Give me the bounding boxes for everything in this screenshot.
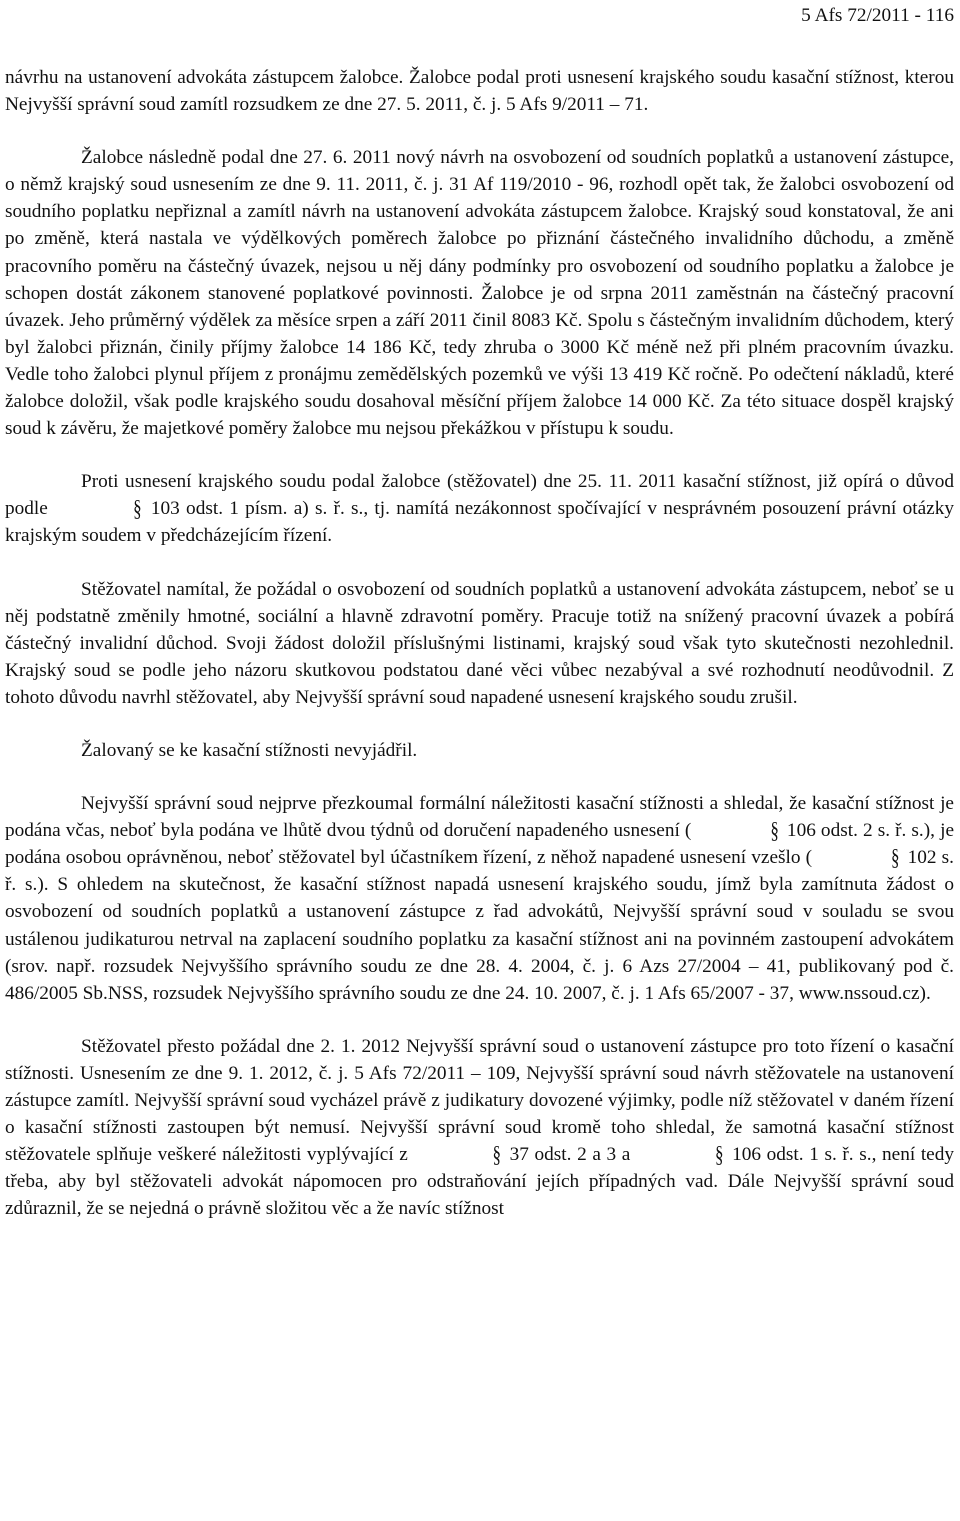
text-segment: 106 odst. 1 s. ř. s., není tedy třeba, aby byl stěžovateli advokát nápomocen pro odstraňování jejích případných vad. Dále Nejvyšší správní soud zdůraznil, že se nejedná o právně složitou věc a že navíc stížnost <box>5 1144 955 1220</box>
text-segment: Proti usnesení krajského soudu podal žalobce (stěžovatel) dne 25. 11. 2011 kasační stížnost, již opírá o důvod podle <box>5 471 954 520</box>
paragraph-new-application: Žalobce následně podal dne 27. 6. 2011 nový návrh na osvobození od soudních poplatků a ustanovení zástupce, o němž krajský soud usnesením ze dne 9. 11. 2011, č. j. 31 Af 119/2010 - 96, rozhodl opět tak, že žalobci osvobození od soudního poplatku nepřiznal a zamítl návrh na ustanovení advokáta zástupcem žalobce. Krajský soud konstatoval, že ani po změně, která nastala ve výdělkových poměrech žalobce po přiznání částečného invalidního důchodu, a změně pracovního poměru na částečný úvazek, nejsou u něj dány podmínky pro osvobození od soudního poplatku a žalobce je schopen dostát zákonem stanovené poplatkové povinnosti. Žalobce je od srpna 2011 zaměstnán na částečný pracovní úvazek. Jeho průměrný výdělek za měsíce srpen a září 2011 činil 8083 Kč. Spolu s částečným invalidním důchodem, který byl žalobci přiznán, činily příjmy žalobce 14 186 Kč, tedy zhruba o 3000 Kč méně než při plném pracovním úvazku. Vedle toho žalobci plynul příjem z pronájmu zemědělských pozemků ve výši 13 419 Kč ročně. Po odečtení nákladů, které žalobce doložil, však podle krajského soudu dosahoval měsíční příjem žalobce 14 000 Kč. Za této situace dospěl krajský soud k závěru, že majetkové poměry žalobce mu nejsou překážkou v přístupu k soudu. <box>5 147 954 440</box>
paragraph-cassation-complaint <box>5 468 954 549</box>
text-segment: 103 odst. 1 písm. a) s. ř. s., tj. namítá nezákonnost spočívající v nesprávném posouzení právní otázky krajským soudem v předcházejícím řízení. <box>5 498 954 547</box>
section-sign-icon: § <box>492 1141 501 1168</box>
text-segment: 37 odst. 2 a 3 a <box>509 1144 631 1166</box>
paragraph-continuation: návrhu na ustanovení advokáta zástupcem žalobce. Žalobce podal proti usnesení krajského soudu kasační stížnost, kterou Nejvyšší správní soud zamítl rozsudkem ze dne 27. 5. 2011, č. j. 5 Afs 9/2011 – 71. <box>5 67 954 116</box>
section-sign-icon: § <box>770 817 779 844</box>
text-segment: Nejvyšší správní soud nejprve přezkoumal formální náležitosti kasační stížnosti a shledal, že kasační stížnost je podána včas, neboť byla podána ve lhůtě dvou týdnů od doručení napadeného usnesení ( <box>5 793 954 842</box>
text-segment: 102 s. ř. s.). S ohledem na skutečnost, že kasační stížnost napadá usnesení krajského soudu, jímž byla zamítnuta žádost o osvobození od soudních poplatků a ustanovení zástupce z řad advokátů, Nejvyšší správní soud v souladu se svou ustálenou judikaturou netrval na zaplacení soudního poplatku za kasační stížnost ani na povinném zastoupení advokátem (srov. např. rozsudek Nejvyššího správního soudu ze dne 28. 4. 2004, č. j. 6 Azs 27/2004 – 41, publikovaný pod č. 486/2005 Sb.NSS, rozsudek Nejvyššího správního soudu ze dne 24. 10. 2007, č. j. 1 Afs 65/2007 - 37, www.nssoud.cz). <box>5 847 954 1004</box>
text-segment: Stěžovatel přesto požádal dne 2. 1. 2012 Nejvyšší správní soud o ustanovení zástupce pro toto řízení o kasační stížnosti. Usnesením ze dne 9. 1. 2012, č. j. 5 Afs 72/2011 – 109, Nejvyšší správní soud návrh stěžovatele na ustanovení zástupce zamítl. Nejvyšší správní soud vycházel právě z judikatury dovozené výjimky, podle níž stěžovatel v daném řízení o kasační stížnosti zastoupen být nemusí. Nejvyšší správní soud kromě toho shledal, že samotná kasační stížnost stěžovatele splňuje veškeré náležitosti vyplývající z <box>5 1035 954 1166</box>
section-sign-icon: § <box>891 844 900 871</box>
section-sign-icon: § <box>714 1141 724 1168</box>
paragraph-defendant-response: Žalovaný se ke kasační stížnosti nevyjádřil. <box>81 739 418 761</box>
section-sign-icon: § <box>133 495 142 522</box>
paragraph-complainant-arguments: Stěžovatel namítal, že požádal o osvobození od soudních poplatků a ustanovení advokáta zástupcem, neboť se u něj podstatně změnily hmotné, sociální a hlavně zdravotní poměry. Pracuje totiž na snížený pracovní úvazek a pobírá částečný invalidní důchod. Svoji žádost doložil příslušnými listinami, krajský soud však tyto skutečnosti nezohlednil. Krajský soud se podle jeho názoru skutkovou podstatou dané věci vůbec nezabýval a své rozhodnutí neodůvodnil. Z tohoto důvodu navrhl stěžovatel, aby Nejvyšší správní soud napadené usnesení krajského soudu zrušil. <box>5 578 954 708</box>
paragraph-representation-request <box>5 1033 954 1223</box>
text-segment: 106 odst. 2 s. ř. s.), je podána osobou oprávněnou, neboť stěžovatel byl účastníkem řízení, z něhož napadené usnesení vzešlo ( <box>5 820 954 869</box>
paragraph-court-review <box>5 790 954 1007</box>
case-number-header: 5 Afs 72/2011 - 116 <box>801 5 954 26</box>
